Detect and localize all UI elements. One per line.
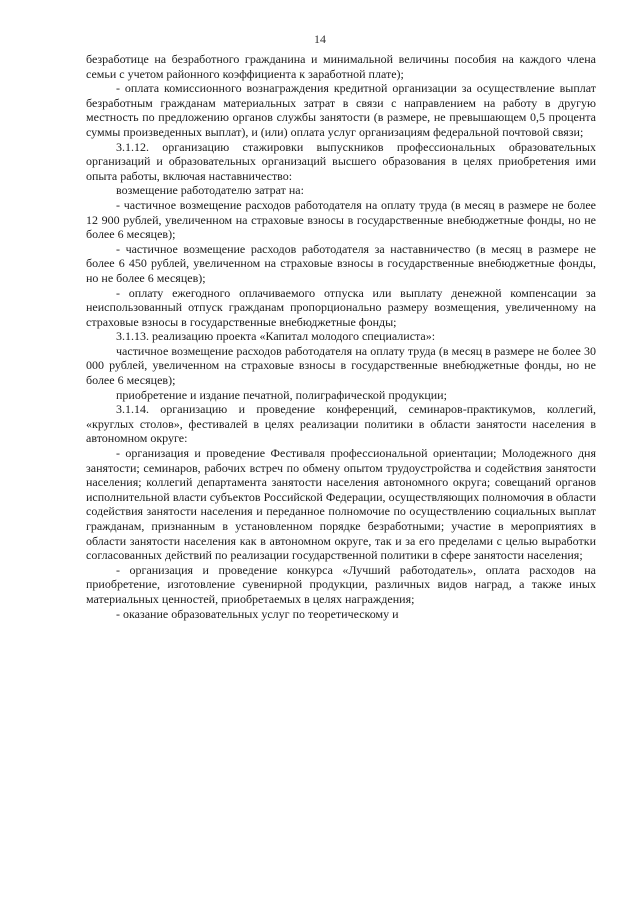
paragraph: - частичное возмещение расходов работодателя за наставничество (в месяц в размере не более 6 450 рублей, увеличенном на страховые взносы в государственные внебюджетные фонды, но не более 6 месяцев); — [86, 241, 596, 285]
paragraph: - частичное возмещение расходов работодателя на оплату труда (в месяц в размере не более 12 900 рублей, увеличенном на страховые взносы в государственные внебюджетные фонды, но не более 6 месяцев); — [86, 197, 596, 242]
paragraph: - оплату ежегодного оплачиваемого отпуска или выплату денежной компенсации за неиспользованный отпуск гражданам пропорционально размеру возмещения, увеличенному на страховые взносы в государственные внебюджетные фонды; — [86, 285, 596, 329]
document-body — [86, 52, 596, 621]
paragraph: - организация и проведение Фестиваля профессиональной ориентации; Молодежного дня занятости; семинаров, рабочих встреч по обмену опытом трудоустройства и содействия занятости населения; коллегий департамента занятости населения автономного округа; совещаний органов исполнительной власти субъектов Российской Федерации, осуществляющих полномочия в области содействия занятости населения и переданное полномочие по осуществлению социальных выплат гражданам, признанным в установленном порядке безработными; участие в мероприятиях в области занятости населения как в автономном округе, так и за его пределами с целью выработки согласованных действий по реализации государственной политики в сфере занятости населения; — [86, 446, 596, 563]
paragraph: приобретение и издание печатной, полиграфической продукции; — [116, 387, 447, 402]
paragraph: 3.1.14. организацию и проведение конференций, семинаров-практикумов, коллегий, «круглых столов», фестивалей в целях реализации политики в области занятости населения в автономном округе: — [86, 402, 596, 446]
paragraph: 3.1.13. реализацию проекта «Капитал молодого специалиста»: — [116, 329, 436, 344]
paragraph: частичное возмещение расходов работодателя на оплату труда (в месяц в размере не более 30 000 рублей, увеличенном на страховые взносы в государственные внебюджетные фонды, но не более 6 месяцев); — [86, 343, 596, 388]
paragraph: - организация и проведение конкурса «Лучший работодатель», оплата расходов на приобретение, изготовление сувенирной продукции, различных видов наград, а также иных материальных ценностей, приобретаемых в целях награждения; — [86, 562, 596, 606]
page-number: 14 — [314, 32, 326, 46]
paragraph: 3.1.12. организацию стажировки выпускников профессиональных образовательных организаций и образовательных организаций высшего образования в целях приобретения ими опыта работы, включая наставничество: — [86, 139, 596, 183]
paragraph: - оплата комиссионного вознаграждения кредитной организации за осуществление выплат безработным гражданам материальных затрат в связи с направлением на работу в другую местность по предложению органов службы занятости (в размере, не превышающем 0,5 процента суммы произведенных выплат), и (или) оплата услуг организациям федеральной почтовой связи; — [86, 81, 596, 139]
paragraph: возмещение работодателю затрат на: — [116, 183, 304, 198]
paragraph: безработице на безработного гражданина и минимальной величины пособия на каждого члена семьи с учетом районного коэффициента к заработной плате); — [86, 52, 596, 81]
paragraph: - оказание образовательных услуг по теоретическому и — [116, 606, 399, 621]
